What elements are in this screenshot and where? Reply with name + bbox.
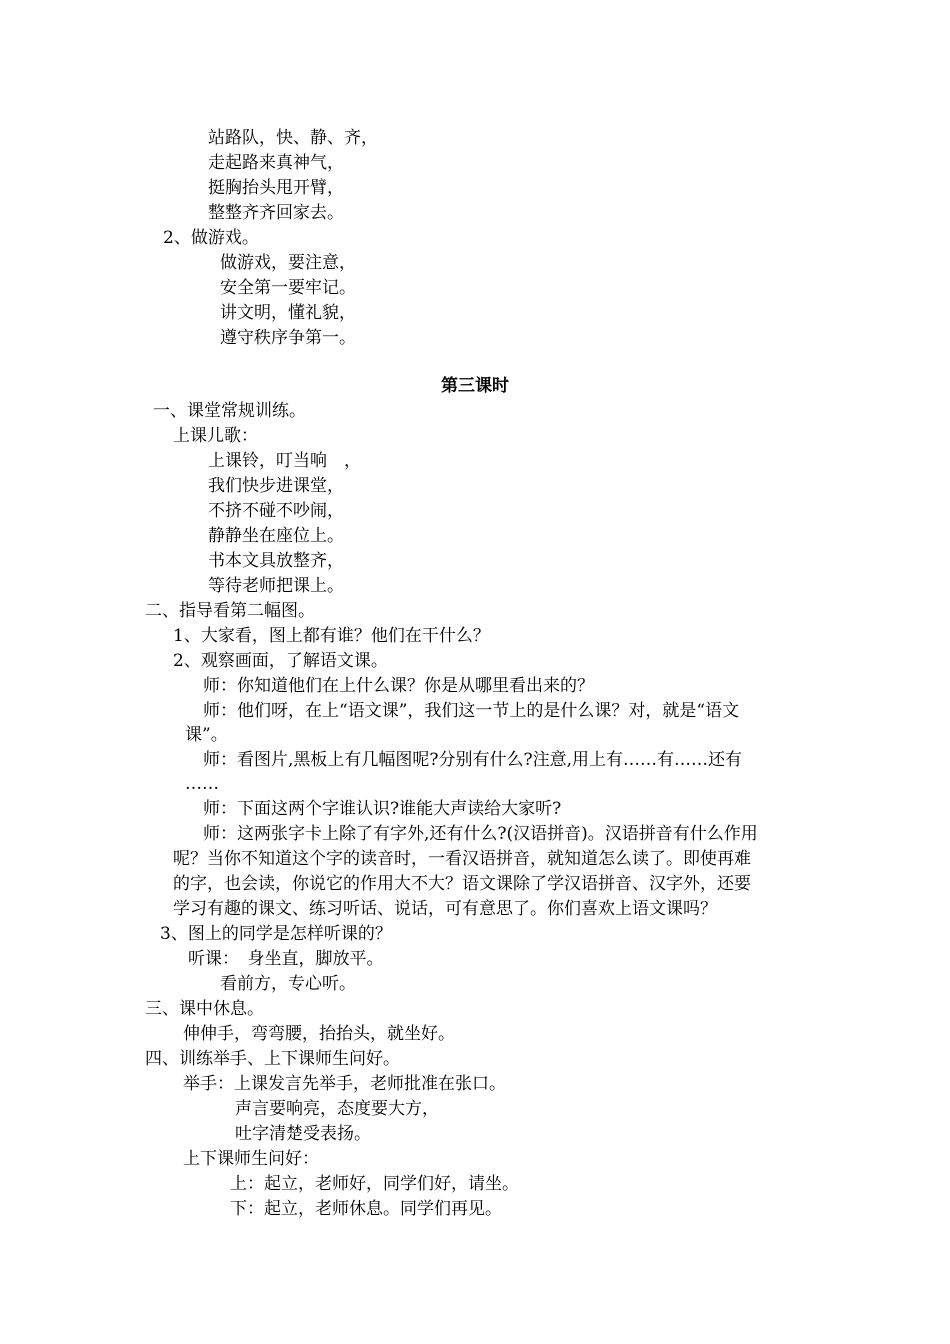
text-line: 静静坐在座位上。 xyxy=(208,526,344,546)
text-line: 我们快步进课堂， xyxy=(208,476,344,496)
text-line: 上课铃，叮当响 ， xyxy=(208,451,361,471)
text-line: 讲文明，懂礼貌， xyxy=(220,303,356,323)
text-line: 做游戏，要注意， xyxy=(220,253,356,273)
text-line: 二、指导看第二幅图。 xyxy=(145,601,315,621)
text-line: 上课儿歌： xyxy=(173,426,258,446)
text-line: 2、做游戏。 xyxy=(163,228,259,248)
text-line: 安全第一要牢记。 xyxy=(220,278,356,298)
text-line: 遵守秩序争第一。 xyxy=(220,328,356,348)
text-line: …… xyxy=(185,774,219,794)
text-line: 一、课堂常规训练。 xyxy=(153,401,306,421)
text-line: 1、大家看，图上都有谁？他们在干什么？ xyxy=(173,626,490,646)
text-line: 四、训练举手、上下课师生问好。 xyxy=(145,1049,400,1069)
section-title: 第三课时 xyxy=(441,376,509,396)
text-line: 师：他们呀，在上“语文课”，我们这一节上的是什么课？对，就是“语文 xyxy=(203,701,740,721)
text-line: 举手：上课发言先举手，老师批准在张口。 xyxy=(183,1074,506,1094)
text-line: 师：看图片,黑板上有几幅图呢?分别有什么?注意,用上有……有……还有 xyxy=(203,750,743,770)
text-line: 呢？当你不知道这个字的读音时，一看汉语拼音，就知道怎么读了。即使再难 xyxy=(173,849,751,869)
text-line: 三、课中休息。 xyxy=(145,999,264,1019)
text-line: 课”。 xyxy=(185,725,228,745)
text-line: 师：下面这两个字谁认识?谁能大声读给大家听? xyxy=(203,799,562,819)
text-line: 2、观察画面，了解语文课。 xyxy=(173,651,388,671)
text-line: 师：你知道他们在上什么课？你是从哪里看出来的？ xyxy=(203,676,594,696)
text-line: 不挤不碰不吵闹， xyxy=(208,501,344,521)
text-line: 师：这两张字卡上除了有字外,还有什么?(汉语拼音)。汉语拼音有什么作用 xyxy=(203,824,758,844)
text-line: 书本文具放整齐， xyxy=(208,551,344,571)
text-line: 上：起立，老师好，同学们好，请坐。 xyxy=(230,1174,519,1194)
text-line: 站路队，快、静、齐， xyxy=(208,128,378,148)
text-line: 听课： 身坐直，脚放平。 xyxy=(188,949,384,969)
text-line: 走起路来真神气， xyxy=(208,153,344,173)
text-line: 的字，也会读，你说它的作用大不大？语文课除了学汉语拼音、汉字外，还要 xyxy=(173,874,751,894)
text-line: 声言要响亮，态度要大方， xyxy=(235,1099,439,1119)
text-line: 吐字清楚受表扬。 xyxy=(235,1124,371,1144)
text-line: 挺胸抬头甩开臂， xyxy=(208,178,344,198)
text-line: 等待老师把课上。 xyxy=(208,576,344,596)
text-line: 看前方，专心听。 xyxy=(220,974,356,994)
text-line: 伸伸手，弯弯腰，抬抬头，就坐好。 xyxy=(183,1024,455,1044)
text-line: 下：起立，老师休息。同学们再见。 xyxy=(230,1199,502,1219)
text-line: 上下课师生问好： xyxy=(183,1149,319,1169)
text-line: 学习有趣的课文、练习听话、说话，可有意思了。你们喜欢上语文课吗？ xyxy=(173,899,717,919)
text-line: 整整齐齐回家去。 xyxy=(208,203,344,223)
text-line: 3、图上的同学是怎样听课的？ xyxy=(160,924,392,944)
